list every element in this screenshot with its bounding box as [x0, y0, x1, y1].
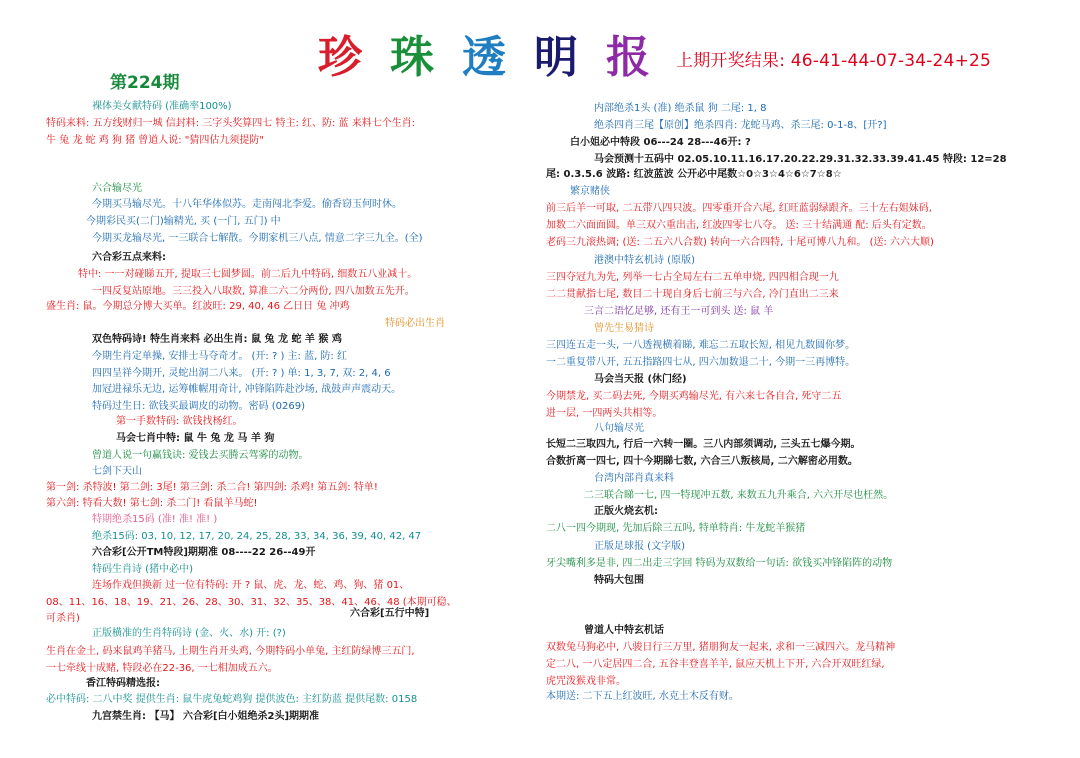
- text-line: 特期绝杀15码 (准! 准! 准! ): [92, 514, 218, 525]
- text-line: 绝杀四肖三尾【原创】绝杀四肖: 龙蛇马鸡、杀三尾: 0-1-8、[开?]: [594, 120, 887, 131]
- issue-number: 第224期: [110, 73, 180, 93]
- text-line: 曾先生易猜诗: [594, 323, 654, 334]
- text-line: 定二八, 一八定居四二合, 五谷丰登喜羊羊, 鼠应天机上下开, 六合开双旺红绿,: [546, 659, 885, 670]
- text-line: 合数折离一四七, 四十今期睇七数, 六合三八叛核局, 二六解密必用数。: [546, 456, 858, 467]
- text-line: 08、11、16、18、19、21、26、28、30、31、32、35、38、41、46、48 (本期可稳、: [46, 597, 457, 608]
- text-line: 本期送: 二下五上红波旺, 水克土木反有财。: [546, 691, 739, 702]
- text-line: 二二贯献指七尾, 数目二十现自身后七前三与六合, 冷门直出二三来: [546, 289, 839, 300]
- text-line: 三四连五走一头, 一八透视横着睇, 难忘二五取长短, 相见九数圆你梦。: [546, 340, 856, 351]
- text-line: 港澳中特玄机诗 (原版): [594, 255, 695, 266]
- text-line: 六合彩五点来料:: [92, 252, 166, 263]
- title-char: 珍: [318, 32, 362, 83]
- text-line: 必中特码: 二八中奖 提供生肖: 鼠牛虎兔蛇鸡狗 提供波色: 主红防蓝 提供尾数: 0158: [46, 694, 418, 705]
- text-line: 可杀肖): [46, 613, 80, 624]
- text-line: 虎咒泼猴戏非常。: [546, 676, 626, 687]
- text-line: 内部绝杀1头 (准) 绝杀鼠 狗 二尾: 1, 8: [594, 103, 767, 114]
- text-line: 尾: 0.3.5.6 波路: 红波蓝波 公开必中尾数☆0☆3☆4☆6☆7☆8☆: [546, 169, 842, 180]
- text-line: 前三后羊一可取, 二五带八四只波。四零重开合六尾, 红旺蓝弱绿跟齐。三十左右姐妹码,: [546, 203, 932, 214]
- text-line: 今期彩民买(二门)输精光, 买 (一门, 五门) 中: [86, 216, 281, 227]
- text-line: 台湾内部肖真来料: [594, 473, 674, 484]
- text-line: 今期买马输尽光。十八年华体似苏。走南闯北李爱。偷香窃玉何时休。: [92, 199, 402, 210]
- text-line: 马会七肖中特: 鼠 牛 兔 龙 马 羊 狗: [116, 433, 275, 444]
- text-line: 生肖在金土, 码来鼠鸡羊猪马, 上期生肖开头鸡, 今期特码小单兔, 主红防绿博三五门,: [46, 646, 415, 657]
- text-line: 一四反复站原地。三三投入八取数, 算准二六二分两份, 四八加数五先开。: [92, 286, 415, 297]
- previous-result: 上期开奖结果: 46-41-44-07-34-24+25: [676, 51, 992, 71]
- text-line: 加冠进禄乐无边, 运筹帷幄用奇计, 冲锋陷阵赴沙场, 战鼓声声震动天。: [92, 384, 402, 395]
- text-line: 牙尖嘴利多是非, 四二出走三字回 特码为双数给一句话: 欲钱买冲锋陷阵的动物: [546, 558, 893, 569]
- text-line: 第一手数特码: 欲钱找杨红。: [116, 416, 243, 427]
- text-line: 八句输尽光: [594, 423, 644, 434]
- text-line: 双数兔马狗必中, 八骏日行三万里, 猪朋狗友一起来, 求和一三减四六。龙马精神: [546, 642, 896, 653]
- text-line: 九宫禁生肖: 【马】 六合彩[白小姐绝杀2头]期期准: [92, 711, 320, 722]
- text-line: 特码来料: 五方线财归一城 信封料: 三字头奖算四七 特主: 红、防: 蓝 来料七个生肖:: [46, 118, 416, 129]
- text-line: 长短二三取四九, 行后一六转一圈。三八内部须调动, 三头五七爆今期。: [546, 439, 861, 450]
- text-line: 四四呈祥今期开, 灵蛇出洞二八来。 (开: ? ) 单: 1, 3, 7, 双: 2, 4, 6: [92, 368, 391, 379]
- text-line: 今期买龙输尽光, 一三联合七解散。今期家机三八点, 情意二字三九全。(全): [92, 233, 423, 244]
- text-line: 一七牵线十成赌, 特段必在22-36, 一七相加成五六。: [46, 663, 278, 674]
- text-line: 特中: 一一对碰睇五开, 提取三七圆梦圆。前二后九中特码, 细数五八业减十。: [78, 269, 418, 280]
- text-line: 马会当天报 (休门经): [594, 374, 687, 385]
- text-line: 曾道人说一句赢钱诀: 爱钱去买腾云驾雾的动物。: [92, 450, 309, 461]
- text-line: 香江特码精选报:: [86, 678, 160, 689]
- title-char: 报: [606, 32, 650, 83]
- text-line: 三言二语忆足够, 还有王一可到头 送: 鼠 羊: [584, 306, 774, 317]
- text-line: 裸体美女献特码 (准确率100%): [92, 101, 232, 112]
- text-line: 特码必出生肖: [385, 318, 445, 329]
- text-line: 二八一四今期现, 先加后除三五吗, 特单特肖: 牛龙蛇羊猴猪: [546, 523, 806, 534]
- text-line: 双色特码诗! 特生肖来料 必出生肖: 鼠 兔 龙 蛇 羊 猴 鸡: [92, 334, 342, 345]
- text-line: 连场作戏但换新 过一位有特码: 开 ? 鼠、虎、龙、蛇、鸡、狗、猪 01、: [92, 580, 410, 591]
- text-line: 曾道人中特玄机话: [584, 625, 664, 636]
- text-line: 三四夺冠九为先, 列举一七占全局左右二五单申烧, 四四相合现一九: [546, 272, 839, 283]
- text-line: 特码大包围: [594, 575, 644, 586]
- text-line: 加数二六面面圆。单三双六重出击, 红波四零七八夺。 送: 三十结满通 配: 后头有定数。: [546, 220, 932, 231]
- text-line: 六合彩[五行中特]: [350, 608, 430, 619]
- text-line: 一二重复带八开, 五五指路四七从, 四六加数退二十, 今期一三再博特。: [546, 357, 856, 368]
- text-line: 今期禁龙, 买二码去死, 今期买鸡输尽光, 有六来七各自合, 死守二五: [546, 391, 842, 402]
- text-line: 第一剑: 杀特波! 第二剑: 3尾! 第三剑: 杀二合! 第四剑: 杀鸡! 第五剑: 特单!: [46, 482, 378, 493]
- text-line: 第六剑: 特看大数! 第七剑: 杀二门! 看鼠羊马蛇!: [46, 498, 258, 509]
- text-line: 马会预测十五码中 02.05.10.11.16.17.20.22.29.31.32.33.39.41.45 特段: 12=28: [594, 154, 1007, 165]
- text-line: 六合输尽光: [92, 183, 142, 194]
- text-line: 进一层, 一四两头共相等。: [546, 408, 663, 419]
- text-line: 正版火烧玄机:: [594, 506, 658, 517]
- text-line: 特码过生日: 欲钱买最调皮的动物。密码 (0269): [92, 401, 305, 412]
- title-char: 明: [534, 32, 578, 83]
- text-line: 六合彩[公开TM特段]期期准 08----22 26--49开: [92, 547, 316, 558]
- text-line: 二三联合睇一七, 四一特现冲五数, 来数五九升乘合, 六六开尽也枉然。: [584, 490, 894, 501]
- text-line: 七剑下天山: [92, 466, 142, 477]
- text-line: 老码三九滚热调; (送: 二五六八合数) 转向一六合四特, 十尾可博八九和。 (送: 六六大顺): [546, 237, 934, 248]
- text-line: 盛生肖: 鼠。今期总分博大买单。红波旺: 29, 40, 46 乙日日 兔 冲鸡: [46, 301, 350, 312]
- text-line: 正版足球报 (文字版): [594, 541, 685, 552]
- text-line: 牛 兔 龙 蛇 鸡 狗 猪 曾道人说: "猜四估九须提防": [46, 135, 264, 146]
- text-line: 正版横准的生肖特码诗 (金、火、水) 开: (?): [92, 628, 286, 639]
- text-line: 绝杀15码: 03, 10, 12, 17, 20, 24, 25, 28, 33, 34, 36, 39, 40, 42, 47: [92, 531, 422, 542]
- masthead-title: [318, 28, 668, 88]
- text-line: 今期生肖定单操, 安排士马夺奇才。 (开: ? ) 主: 蓝, 防: 红: [92, 351, 348, 362]
- text-line: 特码生肖诗 (猪中必中): [92, 564, 193, 575]
- text-line: 繁京赌侠: [570, 186, 610, 197]
- text-line: 白小姐必中特段 06---24 28---46开: ?: [570, 137, 751, 148]
- title-char: 透: [462, 32, 506, 83]
- title-char: 珠: [390, 32, 434, 83]
